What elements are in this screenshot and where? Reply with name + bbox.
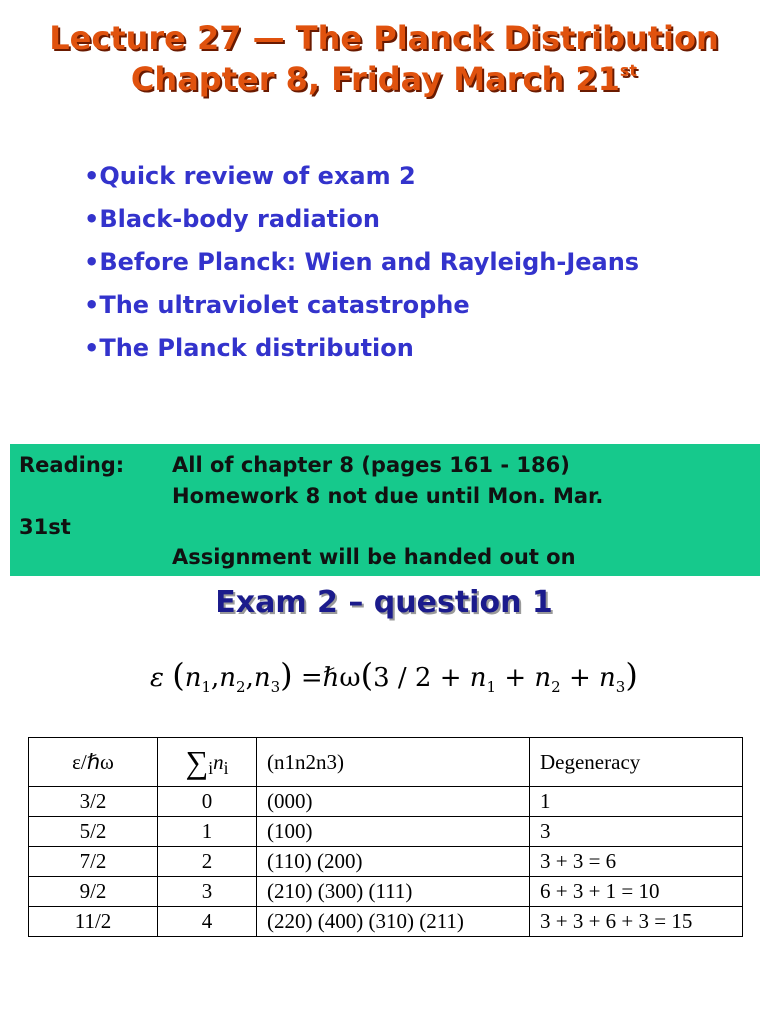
eq-n3: n bbox=[253, 663, 271, 693]
cell-degeneracy: 3 + 3 = 6 bbox=[530, 847, 743, 877]
reading-line-1: All of chapter 8 (pages 161 - 186) bbox=[172, 453, 570, 477]
table-row bbox=[29, 787, 743, 817]
table-row bbox=[29, 817, 743, 847]
cell-degeneracy: 6 + 3 + 1 = 10 bbox=[530, 877, 743, 907]
cell-degeneracy: 3 + 3 + 6 + 3 = 15 bbox=[530, 907, 743, 937]
eq-sub-1: 1 bbox=[201, 678, 211, 697]
cell-energy: 7/2 bbox=[29, 847, 158, 877]
topic-item: •Before Planck: Wien and Rayleigh-Jeans bbox=[84, 248, 640, 276]
eq-t3-n: n bbox=[599, 663, 616, 693]
topic-item: •The ultraviolet catastrophe bbox=[84, 291, 470, 319]
table-row bbox=[29, 877, 743, 907]
cell-states: (210) (300) (111) bbox=[257, 877, 530, 907]
reading-line-2-wrap: 31st bbox=[19, 515, 71, 539]
title-line-2-text: Chapter 8, Friday March 21 bbox=[130, 60, 620, 98]
eq-sub-3: 3 bbox=[270, 678, 281, 697]
cell-sum: 2 bbox=[158, 847, 257, 877]
reading-label: Reading: bbox=[19, 453, 125, 477]
sum-n: n bbox=[213, 749, 224, 774]
eq-t1-sub: 1 bbox=[486, 678, 497, 697]
eq-t1-n: n bbox=[469, 663, 487, 693]
cell-sum: 1 bbox=[158, 817, 257, 847]
cell-energy: 3/2 bbox=[29, 787, 158, 817]
title-superscript: st bbox=[619, 61, 638, 80]
topic-item: •The Planck distribution bbox=[84, 334, 414, 362]
eq-n2: n bbox=[219, 663, 237, 693]
cell-degeneracy: 3 bbox=[530, 817, 743, 847]
eq-t3-sub: 3 bbox=[615, 678, 626, 697]
reading-line-2: Homework 8 not due until Mon. Mar. bbox=[172, 484, 604, 508]
header-states: (n1n2n3) bbox=[257, 738, 530, 787]
cell-sum: 0 bbox=[158, 787, 257, 817]
reading-line-3: Assignment will be handed out on bbox=[172, 545, 576, 569]
cell-states: (100) bbox=[257, 817, 530, 847]
header-sum bbox=[158, 738, 257, 787]
eq-three-halves: 3 / 2 + bbox=[373, 663, 462, 693]
header-energy: ε/ℏω bbox=[29, 738, 158, 787]
cell-degeneracy: 1 bbox=[530, 787, 743, 817]
energy-equation: ε $(n_1,n_2,n_3)$ =ℏω(3 / $2 + n_1 + n_2 + n_3$) bbox=[150, 656, 638, 697]
eq-epsilon: ε bbox=[150, 663, 164, 693]
exam-heading: Exam 2 – question 1 bbox=[215, 585, 553, 620]
sigma-symbol: ∑ bbox=[185, 743, 209, 780]
eq-n1: n bbox=[184, 663, 202, 693]
eq-t2-sub: 2 bbox=[551, 678, 561, 697]
cell-states: (000) bbox=[257, 787, 530, 817]
table-header-row bbox=[29, 738, 743, 787]
degeneracy-table bbox=[28, 737, 743, 937]
title-line-2 bbox=[0, 59, 768, 100]
sigma-subscript: i bbox=[208, 757, 214, 778]
eq-hbar-omega: =ℏω bbox=[300, 663, 361, 693]
sum-n-subscript: i bbox=[223, 757, 229, 778]
topic-item: •Black-body radiation bbox=[84, 205, 380, 233]
topic-list bbox=[84, 160, 684, 375]
cell-states: (220) (400) (310) (211) bbox=[257, 907, 530, 937]
eq-sub-2: 2 bbox=[236, 678, 246, 697]
eq-t2-n: n bbox=[534, 663, 552, 693]
cell-sum: 3 bbox=[158, 877, 257, 907]
header-degeneracy: Degeneracy bbox=[530, 738, 743, 787]
table-row bbox=[29, 847, 743, 877]
cell-energy: 5/2 bbox=[29, 817, 158, 847]
topic-item: •Quick review of exam 2 bbox=[84, 162, 416, 190]
cell-sum: 4 bbox=[158, 907, 257, 937]
cell-energy: 11/2 bbox=[29, 907, 158, 937]
reading-box bbox=[10, 444, 760, 576]
table-row bbox=[29, 907, 743, 937]
lecture-title bbox=[0, 18, 768, 100]
cell-states: (110) (200) bbox=[257, 847, 530, 877]
title-line-1: Lecture 27 — The Planck Distribution bbox=[49, 19, 719, 57]
cell-energy: 9/2 bbox=[29, 877, 158, 907]
